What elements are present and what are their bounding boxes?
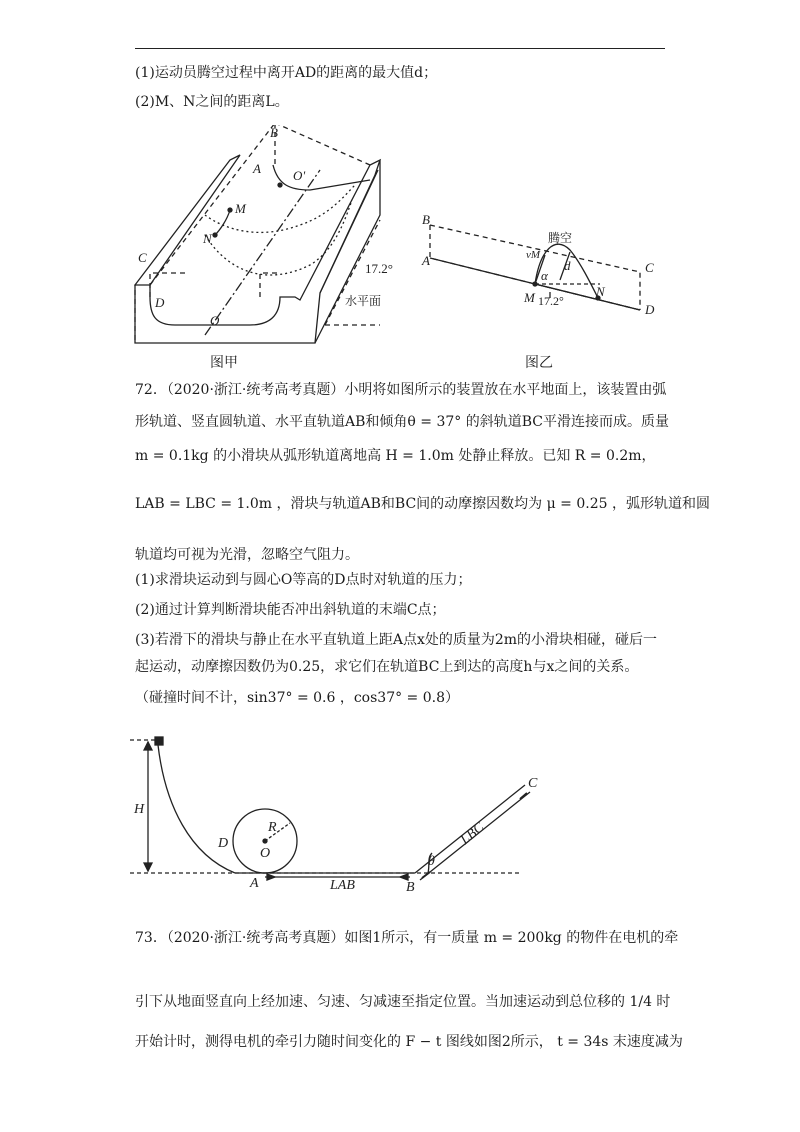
fig1-label-M: M <box>235 201 246 216</box>
fig2-label-N: N <box>596 284 605 299</box>
q72-label-D: D <box>218 836 229 851</box>
q72-label-H: H <box>134 802 145 817</box>
fig1-angle-label: 17.2° <box>365 261 393 276</box>
fig1-label-B: B <box>270 125 278 140</box>
q72-stem-line-4: LAB = LBC = 1.0m ，滑块与轨道AB和BC间的动摩擦因数均为 μ = 0.25 ，弧形轨道和圆 <box>135 496 710 512</box>
q73-stem-line-1: 73．（2020·浙江·统考高考真题）如图1所示，有一质量 m = 200kg 的物件在电机的牵 <box>135 930 679 946</box>
q71-subquestion-2: (2)M、N之间的距离L。 <box>135 94 289 110</box>
fig2-label-D: D <box>645 302 655 317</box>
figure-jia-caption: 图甲 <box>210 355 238 371</box>
fig2-label-alpha: α <box>541 268 548 283</box>
q72-stem-line-2: 形轨道、竖直圆轨道、水平直轨道AB和倾角θ = 37° 的斜轨道BC平滑连接而成。质量 <box>135 414 669 430</box>
q73-stem-line-2: 引下从地面竖直向上经加速、匀速、匀减速至指定位置。当加速运动到总位移的 1/4 时 <box>135 994 671 1010</box>
fig2-label-C: C <box>645 260 654 275</box>
fig1-label-D: D <box>155 295 165 310</box>
q72-label-B: B <box>406 880 415 895</box>
fig2-label-M: M <box>524 290 535 305</box>
q72-label-theta: θ <box>428 854 435 869</box>
fig2-angle-label: 17.2° <box>538 294 564 308</box>
fig1-label-C: C <box>138 250 147 265</box>
fig2-label-d: d <box>564 258 571 273</box>
figure-jia-halfpipe <box>130 125 420 350</box>
q72-subquestion-1: (1)求滑块运动到与圆心O等高的D点时对轨道的压力； <box>135 572 472 588</box>
q72-note: （碰撞时间不计，sin37° = 0.6 ，cos37° = 0.8） <box>135 690 460 706</box>
q72-subquestion-2: (2)通过计算判断滑块能否冲出斜轨道的末端C点； <box>135 602 446 618</box>
q72-subquestion-3: (3)若滑下的滑块与静止在水平直轨道上距A点x处的质量为2m的小滑块相碰，碰后一 <box>135 632 658 648</box>
q71-subquestion-1: (1)运动员腾空过程中离开AD的距离的最大值d； <box>135 65 438 81</box>
q72-label-R: R <box>268 820 277 835</box>
q73-stem-line-3: 开始计时，测得电机的牵引力随时间变化的 F − t 图线如图2所示， t = 34s 末速度减为 <box>135 1034 683 1050</box>
fig1-label-Oprime: O' <box>293 168 306 183</box>
figure-yi-caption: 图乙 <box>525 355 553 371</box>
fig1-ground-label: 水平面 <box>345 294 382 308</box>
fig1-label-O: O <box>210 313 220 328</box>
q72-label-A: A <box>250 876 259 891</box>
q72-stem-line-3: m = 0.1kg 的小滑块从弧形轨道离地高 H = 1.0m 处静止释放。已知 R = 0.2m， <box>135 448 656 464</box>
figure-yi-incline <box>420 210 665 325</box>
fig2-label-B: B <box>422 212 430 227</box>
fig1-label-A: A <box>253 161 261 176</box>
q72-stem-line-1: 72．（2020·浙江·统考高考真题）小明将如图所示的装置放在水平地面上，该装置由弧 <box>135 382 667 398</box>
q72-label-O: O <box>260 846 271 861</box>
q72-stem-line-5: 轨道均可视为光滑，忽略空气阻力。 <box>135 547 359 563</box>
top-rule <box>135 48 665 49</box>
fig2-label-A: A <box>422 253 430 268</box>
q72-subquestion-3-cont: 起运动，动摩擦因数仍为0.25，求它们在轨道BC上到达的高度h与x之间的关系。 <box>135 659 639 675</box>
q72-label-C: C <box>528 776 538 791</box>
fig2-air-label: 腾空 <box>548 231 573 245</box>
q72-label-LAB: LAB <box>330 878 355 893</box>
q72-label-LBC: LBC <box>457 820 488 849</box>
fig2-label-vM: vM <box>526 249 541 261</box>
fig1-label-N: N <box>203 231 212 246</box>
figure-q72-track <box>130 725 550 895</box>
